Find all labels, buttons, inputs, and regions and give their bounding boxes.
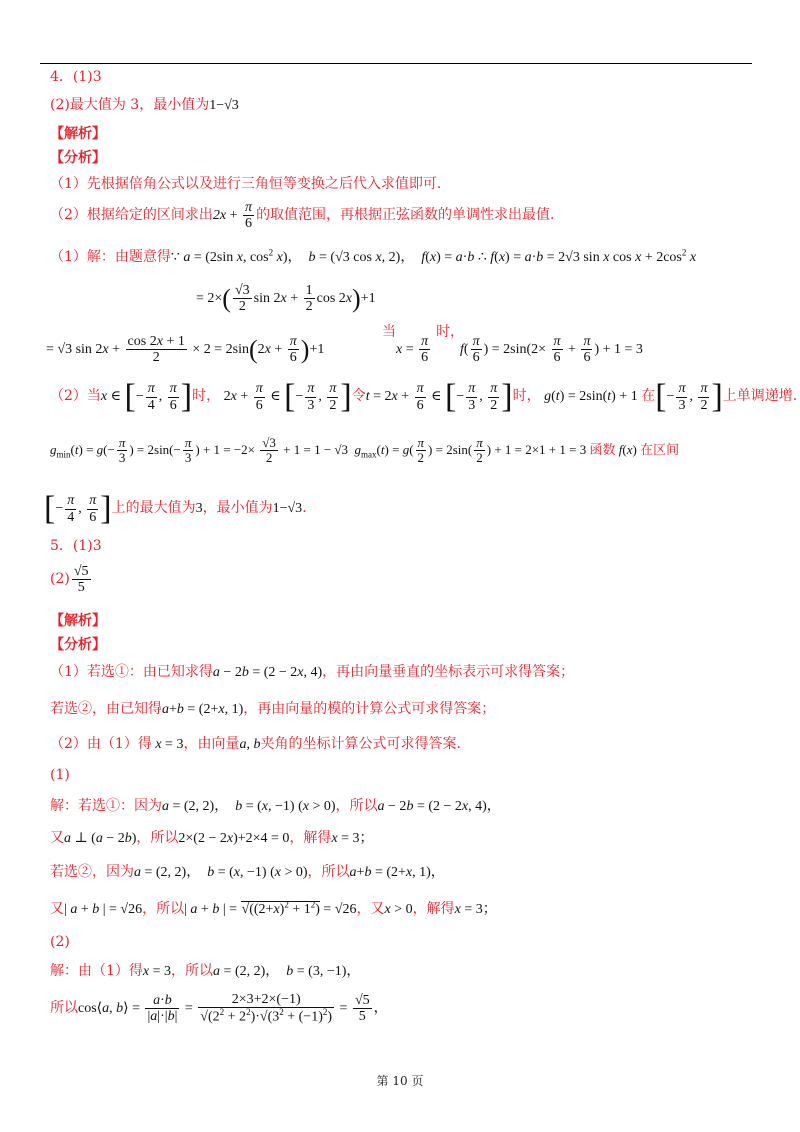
q5-analysis-3: （2）由（1）得 x = 3，由向量a, b夹角的坐标计算公式可求得答案.	[50, 736, 461, 752]
q4-equation-line-2: = 2×( $\frac{√3}{2}$ sin 2x + $\frac{1}{2}$ cos 2x)+1	[196, 283, 376, 315]
q5-solution-6: 所以cos⟨a, b⟩ = $\frac{a\cdot b}{|a|\cdot|b|}$ = $\frac{2\times 3+2\times(-1)}{√(2^2 + 2^2)\cdot√(3^2 + (-1)^2)}$ = $\frac{√5}{5}$ ，	[50, 992, 388, 1026]
q5-answer-1: 5．(1)3	[50, 538, 102, 554]
q5-fenxi-heading: 【分析】	[50, 637, 106, 653]
q5-analysis-2: 若选②，由已知得a+b = (2+x, 1)，再由向量的模的计算公式可求得答案；	[50, 701, 496, 717]
q4-analysis-1: （1）先根据倍角公式以及进行三角恒等变换之后代入求值即可.	[50, 176, 442, 192]
page-footer: 第 10 页	[376, 1074, 424, 1088]
q4-conclusion: [− $\frac{\pi}{4}$ , $\frac{\pi}{6}$ ]上的最大值为3，最小值为1−√3.	[44, 490, 307, 527]
q4-solution-2: （2）当x ∈ [− $\frac{\pi}{4}$ , $\frac{\pi}{6}$ ]时， 2x + $\frac{\pi}{6}$ ∈ [− $\frac{\pi}{3}$ , $\frac{\pi}{2}$ ]令t = 2x + $\frac{\pi}{6}$ ∈ [− $\frac{\pi}{3}$ , $\frac{\pi}{2}$ ]时， g(t) = 2sin(t) + 1 在[− $\frac{\pi}{3}$ , $\frac{\pi}{2}$ ]上单调递增.	[50, 378, 798, 415]
q5-analysis-1: （1）若选①：由已知求得a − 2b = (2 − 2x, 4)，再由向量垂直的坐标表示可求得答案；	[50, 664, 575, 680]
q5-solution-4: 又| a + b | = √26，所以| a + b | = $√((2+x)^2 + 1^2) = √26$，又x > 0，解得x = 3；	[50, 899, 497, 917]
q4-answer-1: 4．(1)3	[50, 69, 102, 85]
top-rule	[40, 63, 752, 64]
q4-analysis-2: （2）根据给定的区间求出2x + $\frac{\pi}{6}$ 的取值范围，再根据正弦函数的单调性求出最值.	[50, 200, 555, 232]
q5-solution-3: 若选②，因为a = (2, 2)， b = (x, −1) (x > 0)，所以a+b = (2+x, 1)，	[50, 864, 445, 880]
q4-answer-2: (2)最大值为 3，最小值为1−√3	[50, 97, 239, 113]
q4-g-min-max: $g_{min}(t) = g(-$ $\frac{\pi}{3}$ ) = 2sin(− $\frac{\pi}{3}$ ) + 1 = −2× $\frac{√3}{2}$ + 1 = 1 − √3 $g_{max}(t) = g$( $\frac{\pi}{2}$ ) = 2sin( $\frac{\pi}{2}$ ) + 1 = 2×1 + 1 = 3 函数 f(x) 在区间	[50, 435, 680, 466]
q5-part-1-label: (1)	[50, 767, 70, 783]
q4-solution-1: （1）解：由题意得∵ a = (2sin x, $\cos^2 x$)， b = (√3 cos x, 2)， f(x) = a·b ∴ f(x) = a·b = 2√3 sin x $\cos x + 2\cos^2$ x	[50, 247, 697, 265]
q5-part-2-label: (2)	[50, 934, 70, 950]
q4-equation-line-3: = √3 sin 2x + $\frac{\cos 2x + 1}{2}$ × 2 = 2sin(2x + $\frac{\pi}{6}$ )+1	[46, 334, 325, 366]
q4-fenxi-heading: 【分析】	[50, 150, 106, 166]
q4-f-value: f( $\frac{\pi}{6}$ ) = 2sin(2× $\frac{\pi}{6}$ + $\frac{\pi}{6}$ ) + 1 = 3	[460, 334, 643, 366]
q5-jiexi-heading: 【解析】	[50, 613, 106, 629]
q4-x-value: x = $\frac{\pi}{6}$	[396, 334, 429, 366]
q4-jiexi-heading: 【解析】	[50, 126, 106, 142]
q5-solution-5: 解：由（1）得x = 3，所以a = (2, 2)， b = (3, −1)，	[50, 963, 361, 979]
q4-when-label: 当 时，	[382, 324, 465, 340]
q5-solution-1: 解：若选①：因为a = (2, 2)， b = (x, −1) (x > 0)，所以a − 2b = (2 − 2x, 4)，	[50, 798, 501, 814]
q5-solution-2: 又a ⊥ (a − 2b)，所以2×(2 − 2x)+2×4 = 0，解得x = 3；	[50, 830, 374, 846]
q5-answer-2: (2) $\frac{√5}{5}$	[50, 564, 89, 596]
